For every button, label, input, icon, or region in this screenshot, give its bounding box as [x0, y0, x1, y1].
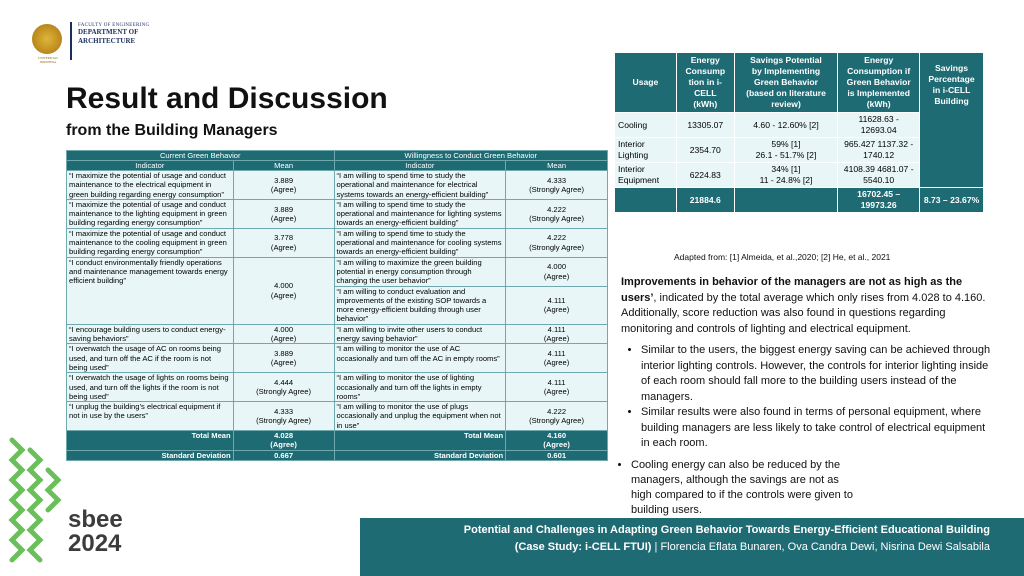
col-mean: Mean — [506, 161, 608, 171]
consumption-cell: 13305.07 — [676, 113, 734, 138]
total-mean-row — [67, 431, 608, 451]
department-line2: ARCHITECTURE — [78, 37, 136, 45]
department-logo — [32, 20, 162, 64]
mean-level: (Agree) — [543, 334, 570, 344]
discussion-lead-bold: Improvements in behavior of the managers are not as high as the users’ — [621, 276, 963, 304]
mean-value: 3.889 — [274, 348, 294, 358]
header-line: Green Behavior — [754, 77, 818, 87]
mean-value: 4.333 — [274, 406, 294, 416]
header-line: tion in i- — [688, 77, 722, 87]
seal-caption: UNIVERSITAS INDONESIA — [38, 56, 58, 64]
list-item: • Similar results were also found in terms of personal equipment, where building managers are less likely to take control of electrical equipment in each room. — [641, 405, 993, 452]
table-row — [67, 257, 608, 286]
header-line: (kWh) — [693, 99, 718, 109]
consumption-cell: 6224.83 — [676, 163, 734, 188]
cooling-note — [607, 458, 857, 518]
current-indicator: “I encourage building users to conduct energy-saving behaviors” — [67, 324, 234, 344]
total-mean-label: Total Mean — [67, 431, 234, 451]
if-implemented-cell: 4108.39 4681.07 - 5540.10 — [838, 163, 920, 188]
header-line: Percentage — [928, 74, 975, 84]
discussion-lead-rest: , indicated by the total average which only rises from 4.028 to 4.160. Additionally, score reduction was also found in questions regarding monitoring and controls of lighting and electrical equipment. — [621, 291, 986, 335]
mean-level: (Strongly Agree) — [529, 416, 585, 426]
header-line: Green Behavior — [846, 77, 911, 87]
mean-level: (Agree) — [543, 358, 570, 368]
mean-level: (Agree) — [270, 334, 297, 344]
mean-value: 4.111 — [547, 295, 566, 305]
header-consumption — [676, 53, 734, 113]
group-willingness-header: Willingness to Conduct Green Behavior — [334, 151, 608, 161]
header-savings-percentage — [920, 53, 984, 188]
willingness-mean — [506, 199, 608, 228]
mean-value: 4.111 — [547, 377, 566, 387]
page-subtitle: from the Building Managers — [66, 122, 278, 139]
willingness-indicator: “I am willing to spend time to study the operational and maintenance for electrical systems towards an energy-efficient building” — [334, 171, 506, 200]
header-line: in i-CELL — [932, 85, 971, 95]
mean-value: 4.000 — [274, 324, 294, 334]
potential-cell — [734, 163, 838, 188]
std-dev-label: Standard Deviation — [67, 450, 234, 460]
header-line: by Implementing — [751, 66, 821, 76]
total-if-implemented: 16702.45 – 19973.26 — [838, 188, 920, 213]
header-line: Savings Potential — [750, 55, 822, 65]
mean-level: (Strongly Agree) — [529, 184, 585, 194]
mean-level: (Strongly Agree) — [256, 416, 312, 426]
current-mean — [233, 171, 334, 200]
table-row — [67, 324, 608, 344]
energy-total-row — [615, 188, 984, 213]
header-line: Energy — [690, 55, 720, 65]
mean-value: 4.222 — [547, 233, 567, 243]
willingness-indicator: “I am willing to monitor the use of AC occasionally and turn off the AC in empty rooms” — [334, 344, 506, 373]
std-dev-current: 0.667 — [233, 450, 334, 460]
willingness-mean — [506, 324, 608, 344]
page-title: Result and Discussion — [66, 82, 388, 115]
potential-cell — [734, 138, 838, 163]
willingness-indicator: “I am willing to maximize the green building potential in energy consumption through changing the user behavior” — [334, 257, 506, 286]
table-row — [67, 344, 608, 373]
current-mean — [233, 257, 334, 324]
mean-level: (Strongly Agree) — [256, 387, 312, 397]
university-seal-icon — [32, 24, 62, 54]
mean-value: 3.889 — [274, 204, 294, 214]
mean-level: (Agree) — [270, 290, 297, 300]
total-consumption: 21884.6 — [676, 188, 734, 213]
current-mean — [233, 373, 334, 402]
table-row — [67, 228, 608, 257]
current-mean — [233, 199, 334, 228]
willingness-mean — [506, 171, 608, 200]
mean-value: 3.889 — [274, 175, 294, 185]
current-mean — [233, 324, 334, 344]
header-line: is Implemented — [847, 88, 910, 98]
mean-level: (Strongly Agree) — [529, 242, 585, 252]
current-indicator: “I overwatch the usage of AC on rooms being used, and turn off the AC if the room is not being used” — [67, 344, 234, 373]
faculty-name: FACULTY OF ENGINEERING — [78, 23, 150, 28]
mean-value: 4.111 — [547, 348, 566, 358]
current-indicator: “I conduct environmentally friendly operations and maintenance management towards energy efficient building” — [67, 257, 234, 324]
total-level: (Agree) — [270, 440, 297, 450]
potential-cell: 4.60 - 12.60% [2] — [734, 113, 838, 138]
willingness-indicator: “I am willing to monitor the use of plugs occasionally and unplug the equipment when not in use” — [334, 402, 506, 431]
table-group-header — [67, 151, 608, 161]
mean-level: (Agree) — [270, 242, 297, 252]
usage-cell: Interior Equipment — [615, 163, 677, 188]
header-line: (based on literature — [746, 88, 826, 98]
willingness-indicator: “I am willing to invite other users to conduct energy saving behavior” — [334, 324, 506, 344]
willingness-mean — [506, 344, 608, 373]
discussion-lead — [621, 275, 993, 337]
total-potential-cell — [734, 188, 838, 213]
header-line: Savings — [935, 63, 969, 73]
willingness-mean — [506, 402, 608, 431]
usage-cell: Interior Lighting — [615, 138, 677, 163]
current-indicator: “I maximize the potential of usage and conduct maintenance to the electrical equipment in green building regarding energy consumption” — [67, 171, 234, 200]
mean-value: 3.778 — [274, 233, 294, 243]
discussion-bullets — [621, 343, 993, 452]
header-usage — [615, 53, 677, 113]
footer-case: (Case Study: i-CELL FTUI) — [514, 541, 652, 553]
header-line: Usage — [632, 77, 659, 87]
total-mean-willingness — [506, 431, 608, 451]
mean-value: 4.000 — [547, 262, 567, 272]
table-column-header — [67, 161, 608, 171]
mean-value: 4.111 — [547, 324, 566, 334]
table-row — [67, 402, 608, 431]
current-indicator: “I overwatch the usage of lights on rooms being used, and turn off the lights if the room is not being used” — [67, 373, 234, 402]
list-item: • Cooling energy can also be reduced by the managers, although the savings are not as high compared to if the controls were given to building users. — [631, 458, 857, 518]
footer-separator: | — [651, 541, 661, 553]
std-dev-row — [67, 450, 608, 460]
current-mean — [233, 344, 334, 373]
mean-value: 4.222 — [547, 406, 567, 416]
usage-cell: Cooling — [615, 113, 677, 138]
group-current-header: Current Green Behavior — [67, 151, 335, 161]
std-dev-willingness: 0.601 — [506, 450, 608, 460]
behavior-table — [66, 150, 608, 461]
mean-value: 4.000 — [274, 281, 294, 291]
current-mean — [233, 402, 334, 431]
mean-value: 4.444 — [274, 377, 294, 387]
if-implemented-cell: 965.427 1137.32 - 1740.12 — [838, 138, 920, 163]
willingness-mean — [506, 228, 608, 257]
willingness-indicator: “I am willing to spend time to study the operational and maintenance for lighting systems towards an energy-efficient building” — [334, 199, 506, 228]
mean-value: 4.222 — [547, 204, 567, 214]
footer-credits — [515, 541, 990, 553]
total-mean-current — [233, 431, 334, 451]
current-mean — [233, 228, 334, 257]
logo-text — [78, 23, 149, 46]
list-item: • Similar to the users, the biggest energy saving can be achieved through interior lighting controls. However, the controls for interior lighting inside of each room should fall more to the building users instead of the managers. — [641, 343, 993, 405]
department-line1: DEPARTMENT OF — [78, 28, 139, 36]
header-line: Consumption if — [847, 66, 911, 76]
header-line: Consump — [685, 66, 726, 76]
header-line: CELL — [694, 88, 717, 98]
consumption-cell: 2354.70 — [676, 138, 734, 163]
footer-banner — [360, 518, 1024, 576]
mean-level: (Agree) — [543, 271, 570, 281]
energy-table — [614, 52, 984, 213]
willingness-mean — [506, 257, 608, 286]
table-row — [67, 373, 608, 402]
header-line: Building — [934, 96, 969, 106]
willingness-mean — [506, 286, 608, 324]
if-implemented-cell: 11628.63 - 12693.04 — [838, 113, 920, 138]
mean-level: (Agree) — [270, 184, 297, 194]
mean-level: (Agree) — [270, 213, 297, 223]
total-label-cell — [615, 188, 677, 213]
col-indicator: Indicator — [67, 161, 234, 171]
mean-level: (Strongly Agree) — [529, 213, 585, 223]
col-mean: Mean — [233, 161, 334, 171]
current-indicator: “I maximize the potential of usage and conduct maintenance to the lighting equipment in green building regarding energy consumption” — [67, 199, 234, 228]
total-value: 4.028 — [274, 431, 294, 441]
table-row — [67, 171, 608, 200]
source-citation: Adapted from: [1] Almeida, et al.,2020; [2] He, et al., 2021 — [674, 252, 891, 262]
current-indicator: “I maximize the potential of usage and conduct maintenance to the cooling equipment in green building regarding energy consumption” — [67, 228, 234, 257]
logo-divider — [70, 22, 72, 60]
std-dev-label: Standard Deviation — [334, 450, 506, 460]
potential-value: 34% [1] — [771, 164, 801, 174]
mean-level: (Agree) — [270, 358, 297, 368]
header-savings-potential — [734, 53, 838, 113]
header-line: review) — [771, 99, 801, 109]
header-line: Energy — [864, 55, 894, 65]
conference-name: sbee — [68, 506, 123, 533]
total-value: 4.160 — [547, 431, 567, 441]
header-line: (kWh) — [866, 99, 891, 109]
total-savings: 8.73 – 23.67% — [920, 188, 984, 213]
willingness-indicator: “I am willing to conduct evaluation and improvements of the existing SOP towards a more energy-efficient building through user behavior” — [334, 286, 506, 324]
conference-year: 2024 — [68, 530, 122, 557]
potential-value: 11 - 24.8% [2] — [759, 175, 813, 185]
willingness-indicator: “I am willing to monitor the use of lighting occasionally and turn off the lights in empty rooms” — [334, 373, 506, 402]
col-indicator: Indicator — [334, 161, 506, 171]
conference-logo — [68, 508, 123, 556]
potential-value: 26.1 - 51.7% [2] — [755, 150, 817, 160]
footer-authors: Florencia Eflata Bunaren, Ova Candra Dewi, Nisrina Dewi Salsabila — [660, 541, 990, 553]
potential-value: 59% [1] — [771, 139, 801, 149]
total-mean-label: Total Mean — [334, 431, 506, 451]
total-level: (Agree) — [543, 440, 570, 450]
discussion-text — [621, 275, 993, 452]
footer-title: Potential and Challenges in Adapting Green Behavior Towards Energy-Efficient Educational Building — [463, 524, 990, 536]
current-indicator: “I unplug the building’s electrical equipment if not in use by the users” — [67, 402, 234, 431]
mean-level: (Agree) — [543, 387, 570, 397]
mean-value: 4.333 — [547, 175, 567, 185]
willingness-mean — [506, 373, 608, 402]
table-row — [67, 199, 608, 228]
willingness-indicator: “I am willing to spend time to study the operational and maintenance for cooling systems towards an energy-efficient building” — [334, 228, 506, 257]
header-consumption-if-implemented — [838, 53, 920, 113]
mean-level: (Agree) — [543, 305, 570, 315]
energy-table-header — [615, 53, 984, 113]
